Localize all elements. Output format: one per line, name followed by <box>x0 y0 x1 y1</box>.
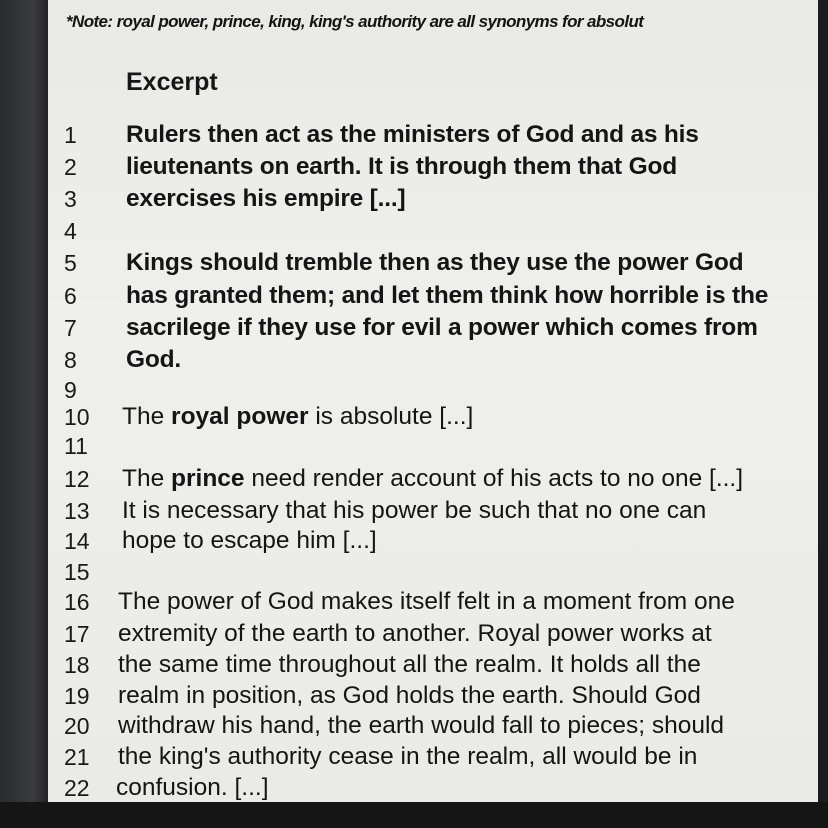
excerpt-line <box>48 742 818 772</box>
line-text-post: is absolute [...] <box>308 403 474 430</box>
excerpt-line <box>48 619 818 649</box>
excerpt-line <box>48 120 818 150</box>
excerpt-line <box>48 313 818 343</box>
excerpt-line <box>48 345 818 375</box>
excerpt-line <box>48 557 818 587</box>
line-text: God. <box>126 346 181 373</box>
excerpt-line <box>48 464 818 494</box>
excerpt-line <box>48 526 818 556</box>
line-number: 18 <box>64 652 90 678</box>
line-number: 9 <box>64 377 77 403</box>
line-number: 2 <box>64 154 77 180</box>
line-number: 15 <box>64 559 90 585</box>
line-text <box>122 402 473 432</box>
emphasized-term: royal power <box>171 403 309 430</box>
line-number: 4 <box>64 218 77 244</box>
line-number: 21 <box>64 744 90 770</box>
line-number: 7 <box>64 315 77 341</box>
excerpt-line <box>48 496 818 526</box>
line-text: Rulers then act as the ministers of God and as his <box>126 121 699 148</box>
line-text: hope to escape him [...] <box>122 527 377 554</box>
excerpt-line <box>48 431 818 461</box>
line-text: It is necessary that his power be such that no one can <box>122 497 707 524</box>
excerpt-line <box>48 281 818 311</box>
line-text: the king's authority cease in the realm, all would be in <box>118 743 698 770</box>
line-text-pre: The <box>122 403 172 430</box>
excerpt-line <box>48 152 818 182</box>
excerpt-heading: Excerpt <box>126 68 218 96</box>
excerpt-line <box>48 587 818 617</box>
emphasized-term: prince <box>171 465 245 492</box>
line-number: 16 <box>64 589 90 615</box>
line-number: 20 <box>64 713 90 739</box>
excerpt-line <box>48 650 818 680</box>
line-text: Kings should tremble then as they use the power God <box>126 249 744 276</box>
line-number: 22 <box>64 775 90 801</box>
line-number: 14 <box>64 528 90 554</box>
line-number: 13 <box>64 498 90 524</box>
line-text: The power of God makes itself felt in a moment from one <box>118 588 735 615</box>
line-text: exercises his empire [...] <box>126 185 406 212</box>
screen-bezel-bottom <box>0 802 828 828</box>
excerpt-line <box>48 402 818 432</box>
excerpt-line <box>48 773 818 803</box>
excerpt-line <box>48 216 818 246</box>
line-number: 10 <box>64 404 90 430</box>
excerpt-line <box>48 681 818 711</box>
line-number: 6 <box>64 283 77 309</box>
line-text-pre: The <box>122 465 172 492</box>
line-number: 11 <box>64 433 88 459</box>
excerpt-line <box>48 711 818 741</box>
line-number: 12 <box>64 466 90 492</box>
screen-bezel-left <box>0 0 48 828</box>
line-number: 5 <box>64 250 77 276</box>
line-text: sacrilege if they use for evil a power which comes from <box>126 314 758 341</box>
line-text: withdraw his hand, the earth would fall to pieces; should <box>118 712 725 739</box>
excerpt-line <box>48 248 818 278</box>
line-number: 19 <box>64 683 90 709</box>
line-number: 8 <box>64 347 77 373</box>
synonyms-note: *Note: royal power, prince, king, king's authority are all synonyms for absolut <box>66 12 644 31</box>
line-text <box>122 464 743 494</box>
excerpt-line <box>48 184 818 214</box>
line-number: 3 <box>64 186 77 212</box>
line-text: realm in position, as God holds the earth. Should God <box>118 682 701 709</box>
line-number: 1 <box>64 122 77 148</box>
document-page <box>48 0 818 804</box>
line-text: the same time throughout all the realm. It holds all the <box>118 651 701 678</box>
line-text-post: need render account of his acts to no one [...] <box>244 465 744 492</box>
line-text: lieutenants on earth. It is through them that God <box>126 153 677 180</box>
line-text: extremity of the earth to another. Royal power works at <box>118 620 712 647</box>
excerpt-line <box>48 375 818 405</box>
line-text: has granted them; and let them think how horrible is the <box>126 282 769 309</box>
line-text: confusion. [...] <box>116 774 269 801</box>
line-number: 17 <box>64 621 90 647</box>
